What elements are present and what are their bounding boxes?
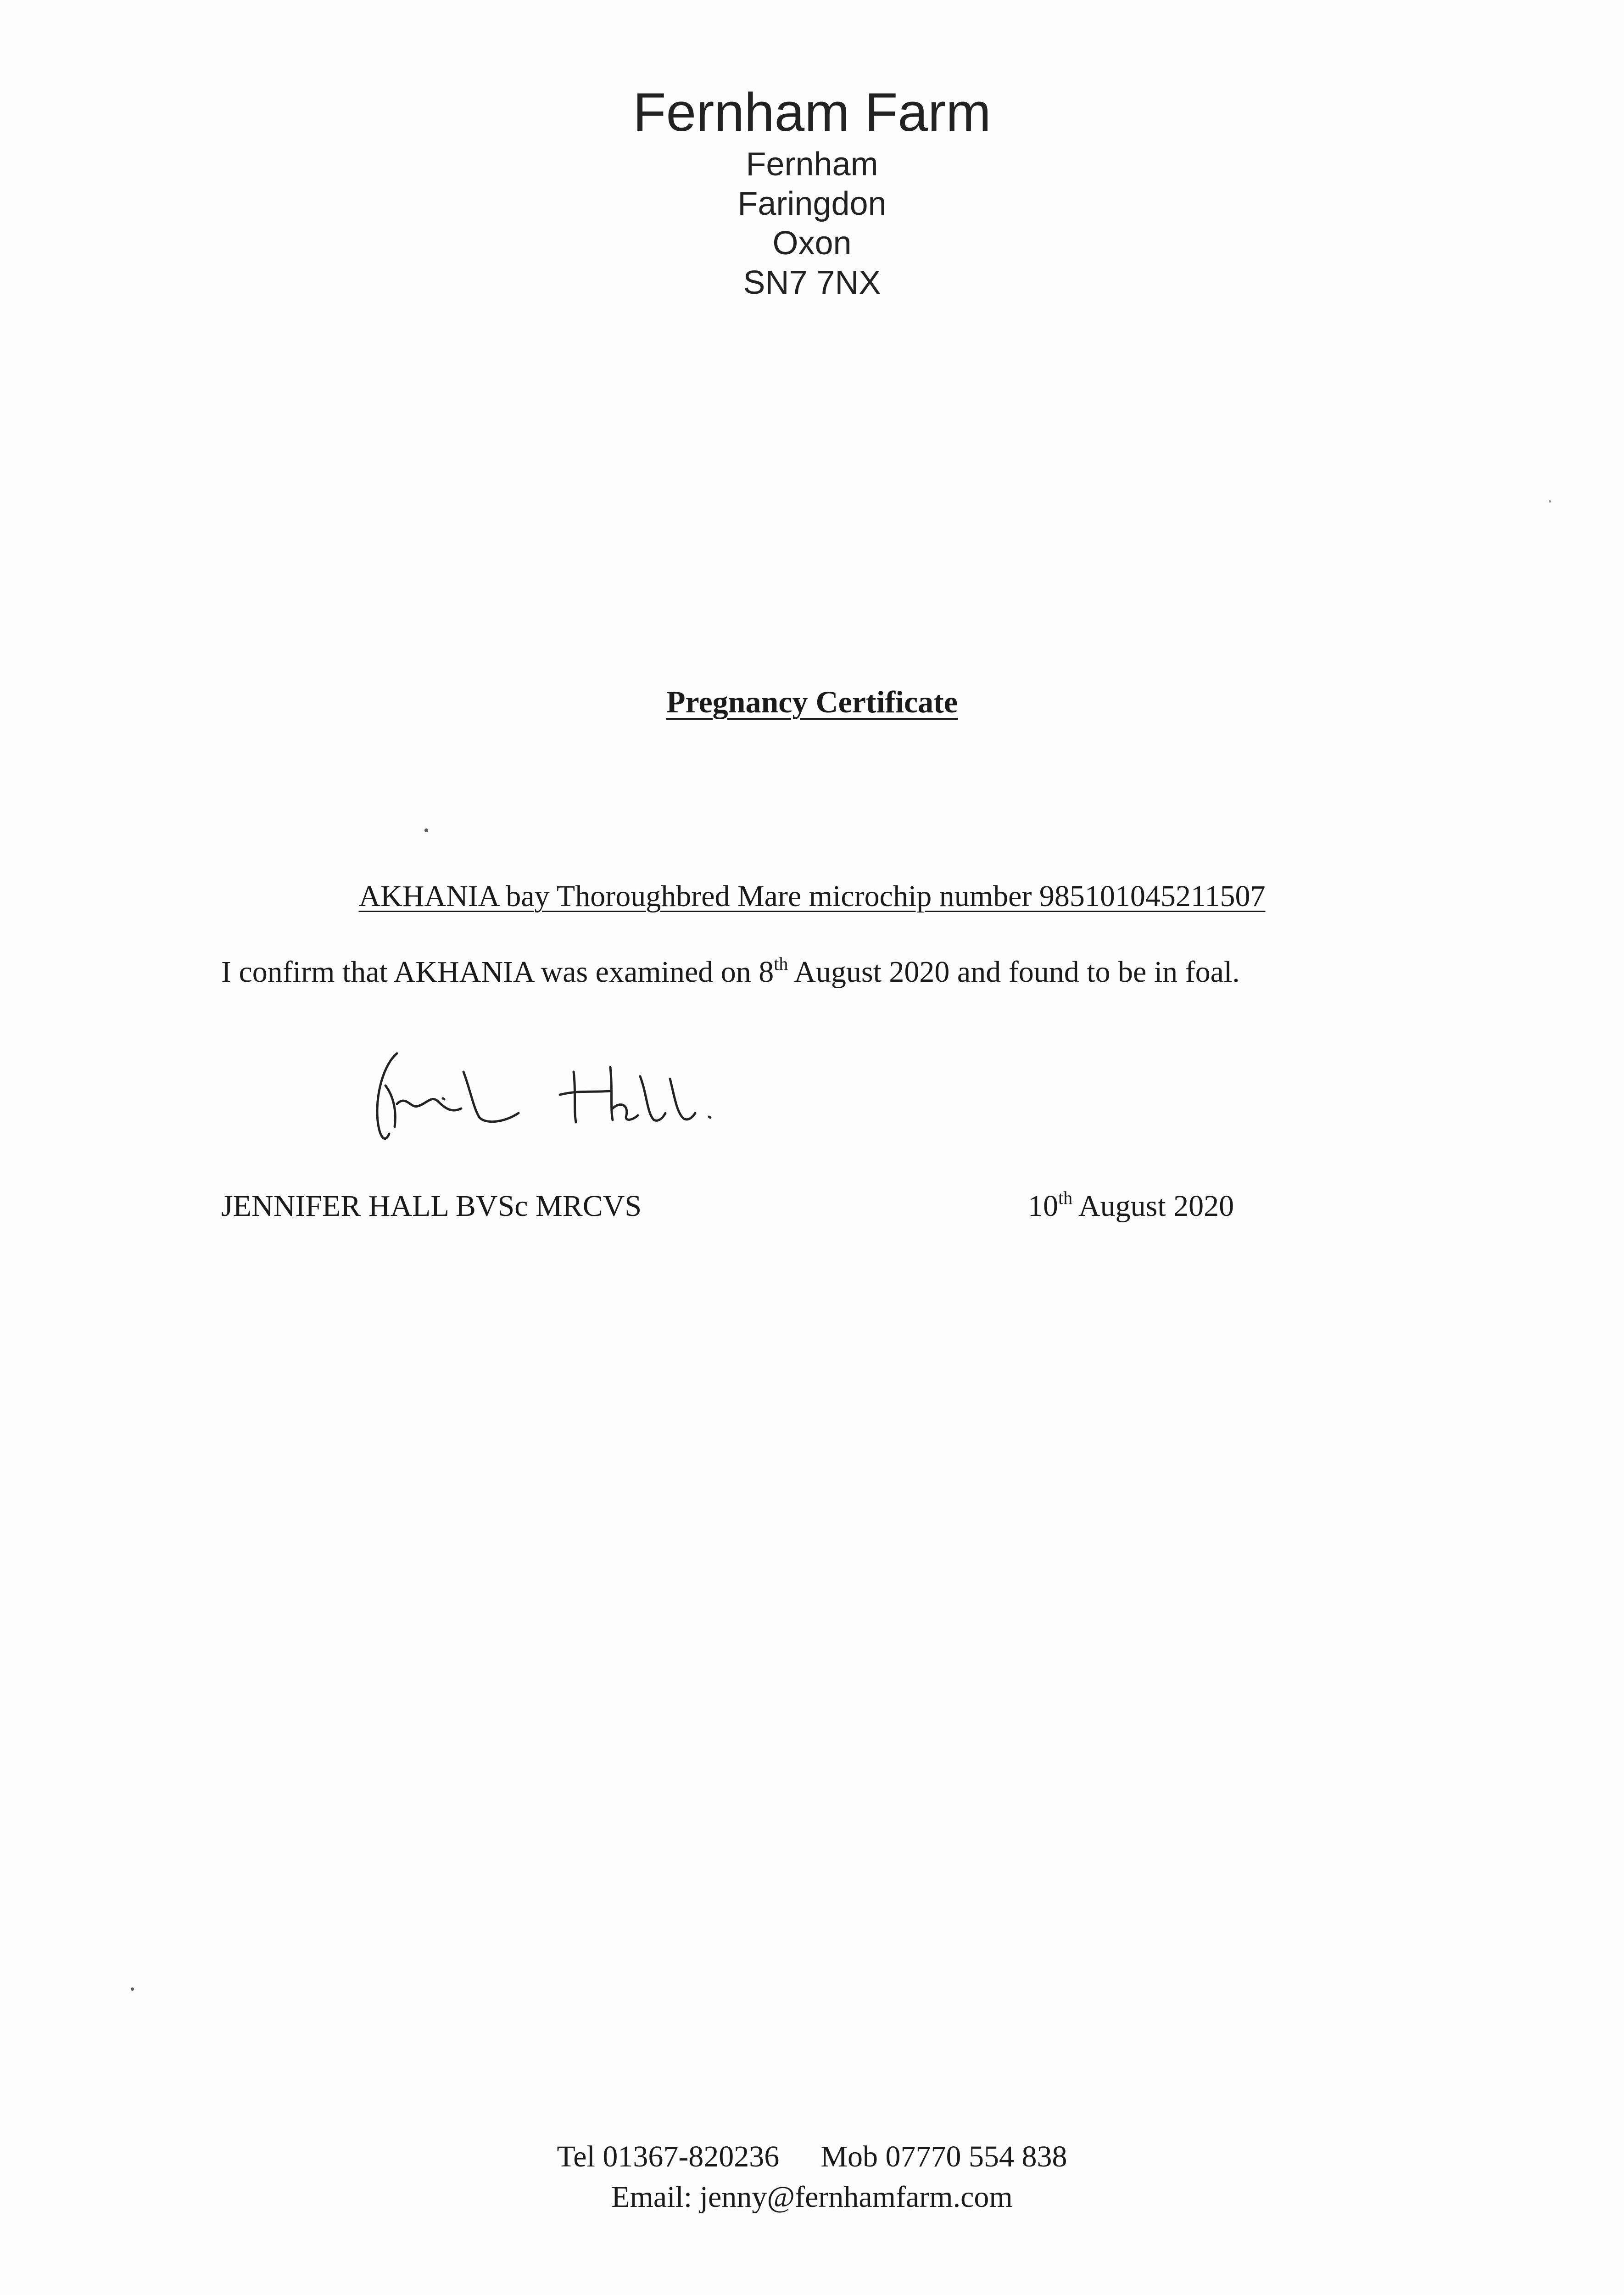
statement-ordinal: th bbox=[774, 953, 788, 974]
signatory-name: JENNIFER HALL BVSc MRCVS bbox=[221, 1189, 642, 1223]
address-line-1: Fernham bbox=[746, 146, 878, 183]
statement-part-2: August 2020 and found to be in foal. bbox=[788, 955, 1240, 989]
address-line-4: SN7 7NX bbox=[743, 264, 881, 301]
date-ordinal: th bbox=[1058, 1187, 1073, 1208]
telephone: Tel 01367-820236 bbox=[557, 2140, 780, 2173]
scan-speck bbox=[424, 828, 428, 832]
phone-line bbox=[0, 2137, 1624, 2177]
certificate-title: Pregnancy Certificate bbox=[666, 684, 958, 719]
date-day: 10 bbox=[1028, 1189, 1058, 1223]
mobile: Mob 07770 554 838 bbox=[820, 2140, 1067, 2173]
handwritten-signature bbox=[353, 1040, 743, 1159]
address-line-2: Faringdon bbox=[737, 185, 887, 222]
address-line-3: Oxon bbox=[772, 225, 852, 262]
scan-speck bbox=[1549, 500, 1551, 503]
signature-date bbox=[1028, 1189, 1234, 1224]
email-line: Email: jenny@fernhamfarm.com bbox=[611, 2180, 1013, 2214]
farm-name: Fernham Farm bbox=[633, 82, 991, 143]
contact-footer bbox=[0, 2137, 1624, 2217]
subject-line: AKHANIA bay Thoroughbred Mare microchip number 985101045211507 bbox=[358, 879, 1266, 913]
statement-part-1: I confirm that AKHANIA was examined on 8 bbox=[221, 955, 774, 989]
scan-speck bbox=[131, 1987, 134, 1991]
date-rest: August 2020 bbox=[1072, 1189, 1234, 1223]
confirmation-statement bbox=[221, 955, 1240, 990]
letterhead bbox=[0, 80, 1624, 302]
